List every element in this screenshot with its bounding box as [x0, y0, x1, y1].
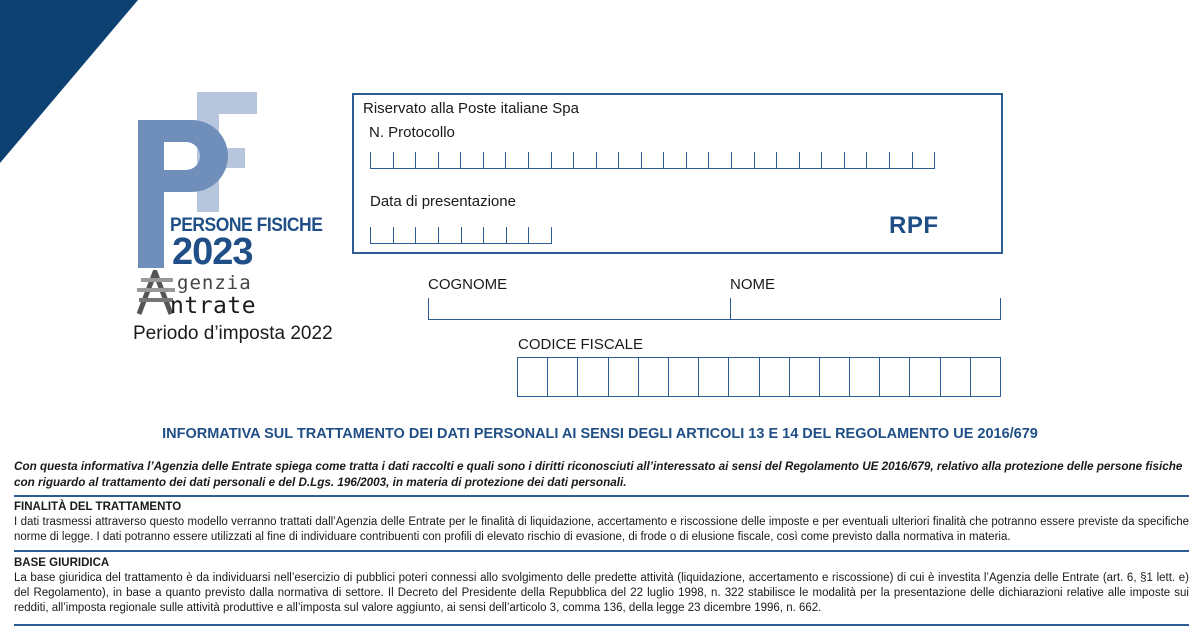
corner-triangle-decoration: [0, 0, 140, 165]
reserved-header: Riservato alla Poste italiane Spa: [363, 100, 579, 117]
tax-code-field[interactable]: [517, 357, 1001, 397]
surname-label: COGNOME: [428, 276, 508, 293]
tax-code-label: CODICE FISCALE: [518, 336, 644, 353]
privacy-notice-intro: Con questa informativa l’Agenzia delle Entrate spiega come tratta i dati raccolti e quali sono i diritti riconosciuti all’interessato ai sensi del Regolamento UE 2016/679, relativo alla protezione delle persone fisiche con riguardo al trattamento dei dati personali e del D.Lgs. 196/2003, in materia di protezione dei dati personali.: [14, 460, 1183, 489]
name-field[interactable]: [730, 298, 1001, 320]
section-title-finalita: FINALITÀ DEL TRATTAMENTO: [14, 501, 182, 513]
form-code: RPF: [889, 212, 939, 239]
surname-field[interactable]: [428, 298, 730, 320]
privacy-notice-title: INFORMATIVA SUL TRATTAMENTO DEI DATI PERSONALI AI SENSI DEGLI ARTICOLI 13 E 14 DEL REGOLAMENTO UE 2016/679: [162, 426, 1038, 442]
section-body-base-giuridica: La base giuridica del trattamento è da individuarsi nell’esercizio di pubblici poteri connessi allo svolgimento delle predette attività (liquidazione, accertamento e riscossione) di cui è investita l’Agenzia delle Entrate (art. 6, §1 lett. e) del Regolamento), in base a quanto previsto dalla normativa di settore. Il Decreto del Presidente della Repubblica del 22 luglio 1998, n. 322 stabilisce le modalità per la presentazione delle dichiarazioni relative alle imposte sui redditi, all’imposta regionale sulle attività produttive e all’imposta sul valore aggiunto, ai sensi dell’articolo 3, comma 136, della legge 23 dicembre 1996, n. 662.: [14, 572, 1189, 614]
logo-year: 2023: [172, 231, 253, 273]
protocol-number-field[interactable]: [370, 152, 935, 169]
agenzia-wordmark-line1: genzia: [177, 272, 252, 294]
section-title-base-giuridica: BASE GIURIDICA: [14, 557, 110, 569]
pf-logo: [130, 90, 345, 350]
reserved-poste-box: [352, 93, 1003, 254]
logo-persone-fisiche: PERSONE FISICHE: [170, 215, 323, 236]
divider: [14, 624, 1189, 626]
submission-date-field[interactable]: [370, 227, 552, 244]
section-body-finalita: I dati trasmessi attraverso questo modello verranno trattati dall’Agenzia delle Entrate per le finalità di liquidazione, accertamento e riscossione delle imposte e per eventuali ulteriori finalità che potranno essere previste da specifiche norme di legge. I dati potranno essere utilizzati al fine di individuare contribuenti con profili di elevato rischio di evasione, di frode o di elusione fiscale, così come previsto dalla normativa in materia.: [14, 516, 1189, 543]
agenzia-wordmark-line2: ntrate: [170, 293, 257, 319]
divider: [14, 495, 1189, 497]
name-label: NOME: [730, 276, 775, 293]
protocol-label: N. Protocollo: [369, 124, 455, 141]
divider: [14, 550, 1189, 552]
tax-period-label: Periodo d’imposta 2022: [133, 323, 333, 344]
date-label: Data di presentazione: [370, 193, 516, 210]
